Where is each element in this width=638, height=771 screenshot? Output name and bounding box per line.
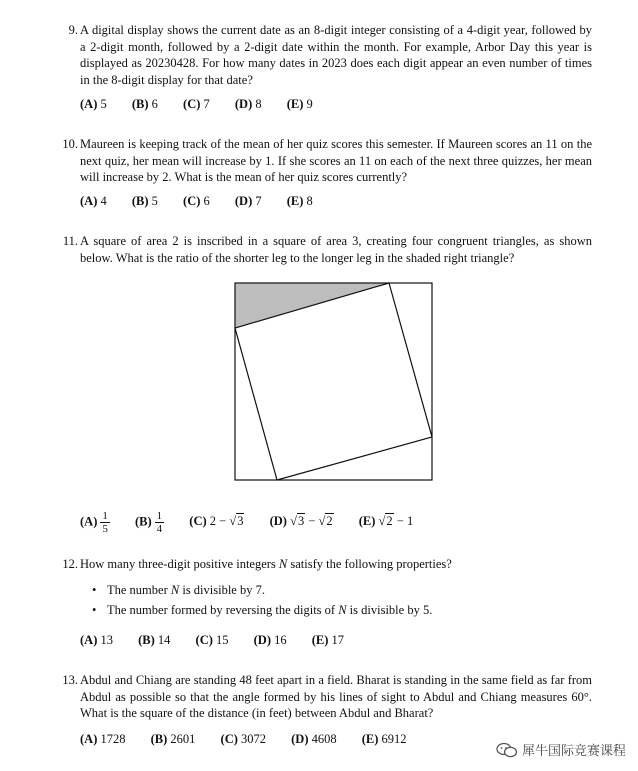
watermark — [496, 740, 626, 759]
problem-number: 12. — [62, 557, 78, 571]
condition-list — [92, 580, 432, 620]
choice-d[interactable]: (D) √3 − √2 — [269, 514, 333, 529]
choice-d[interactable]: (D) 7 — [234, 194, 262, 208]
problem-number: 10. — [62, 137, 78, 151]
choice-a[interactable]: (A) 1728 — [80, 732, 126, 746]
choice-a[interactable]: (A) 5 — [80, 97, 107, 111]
choice-d[interactable]: (D) 4608 — [291, 732, 337, 746]
problem-text: A digital display shows the current date as an 8-digit integer consisting of a 4-digit year, followed by a 2-digit month, followed by a 2-digit date within the month. For example, Arbor Day this year is displayed as 20230428. For how many dates in 2023 does each digit appear an even number of times in the 8-digit display for that date? — [80, 23, 592, 87]
condition-item: • The number N is divisible by 7. — [92, 580, 432, 600]
inscribed-square-figure — [234, 282, 434, 482]
answer-choices — [80, 97, 335, 112]
fraction-one-fifth: $\frac{1}{5}$ — [102, 510, 108, 535]
wechat-icon — [496, 742, 518, 758]
choice-a[interactable]: (A) $\frac{1}{5}$ — [80, 510, 108, 535]
answer-choices — [80, 633, 366, 648]
condition-item: • The number formed by reversing the digits of N is divisible by 5. — [92, 600, 432, 620]
problem-number: 13. — [62, 673, 78, 687]
problem-number: 11. — [62, 234, 78, 248]
choice-c[interactable]: (C) 6 — [183, 194, 210, 208]
choice-a[interactable]: (A) 13 — [80, 633, 113, 647]
choice-b[interactable]: (B) 2601 — [150, 732, 196, 746]
choice-e[interactable]: (E) 6912 — [361, 732, 407, 746]
choice-c[interactable]: (C) 3072 — [220, 732, 267, 746]
choice-e[interactable]: (E) 8 — [286, 194, 313, 208]
choice-e[interactable]: (E) 17 — [311, 633, 345, 647]
choice-c[interactable]: (C) 7 — [183, 97, 210, 111]
choice-b[interactable]: (B) 14 — [138, 633, 171, 647]
choice-e[interactable]: (E) 9 — [286, 97, 313, 111]
problem-text: A square of area 2 is inscribed in a square of area 3, creating four congruent triangles, as shown below. What is the ratio of the shorter leg to the longer leg in the shaded right triangle? — [80, 234, 592, 265]
choice-b[interactable]: (B) 5 — [131, 194, 158, 208]
answer-choices — [80, 732, 429, 747]
choice-c[interactable]: (C) 2 − √3 — [189, 514, 244, 529]
answer-choices — [80, 510, 435, 535]
choice-a[interactable]: (A) 4 — [80, 194, 107, 208]
fraction-one-fourth: $\frac{1}{4}$ — [156, 510, 163, 535]
watermark-text: 犀牛国际竞赛课程 — [521, 744, 626, 759]
choice-c[interactable]: (C) 15 — [195, 633, 229, 647]
problem-text: How many three-digit positive integers N satisfy the following properties? — [80, 557, 452, 571]
choice-b[interactable]: (B) 6 — [131, 97, 158, 111]
problem-text: Maureen is keeping track of the mean of her quiz scores this semester. If Maureen scores an 11 on the next quiz, her mean will increase by 1. If she scores an 11 on each of the next three quizzes, her mean will increase by 2. What is the mean of her quiz scores currently? — [80, 137, 592, 184]
answer-choices — [80, 194, 335, 209]
problem-number: 9. — [68, 23, 78, 37]
choice-e[interactable]: (E) √2 − 1 — [358, 514, 414, 529]
choice-d[interactable]: (D) 16 — [253, 633, 287, 647]
choice-b[interactable]: (B) $\frac{1}{4}$ — [134, 510, 163, 535]
problem-text: Abdul and Chiang are standing 48 feet apart in a field. Bharat is standing in the same field as far from Abdul as possible so that the angle formed by his lines of sight to Abdul and Chiang measures 60°. What is the square of the distance (in feet) between Abdul and Bharat? — [80, 673, 592, 720]
choice-d[interactable]: (D) 8 — [234, 97, 262, 111]
